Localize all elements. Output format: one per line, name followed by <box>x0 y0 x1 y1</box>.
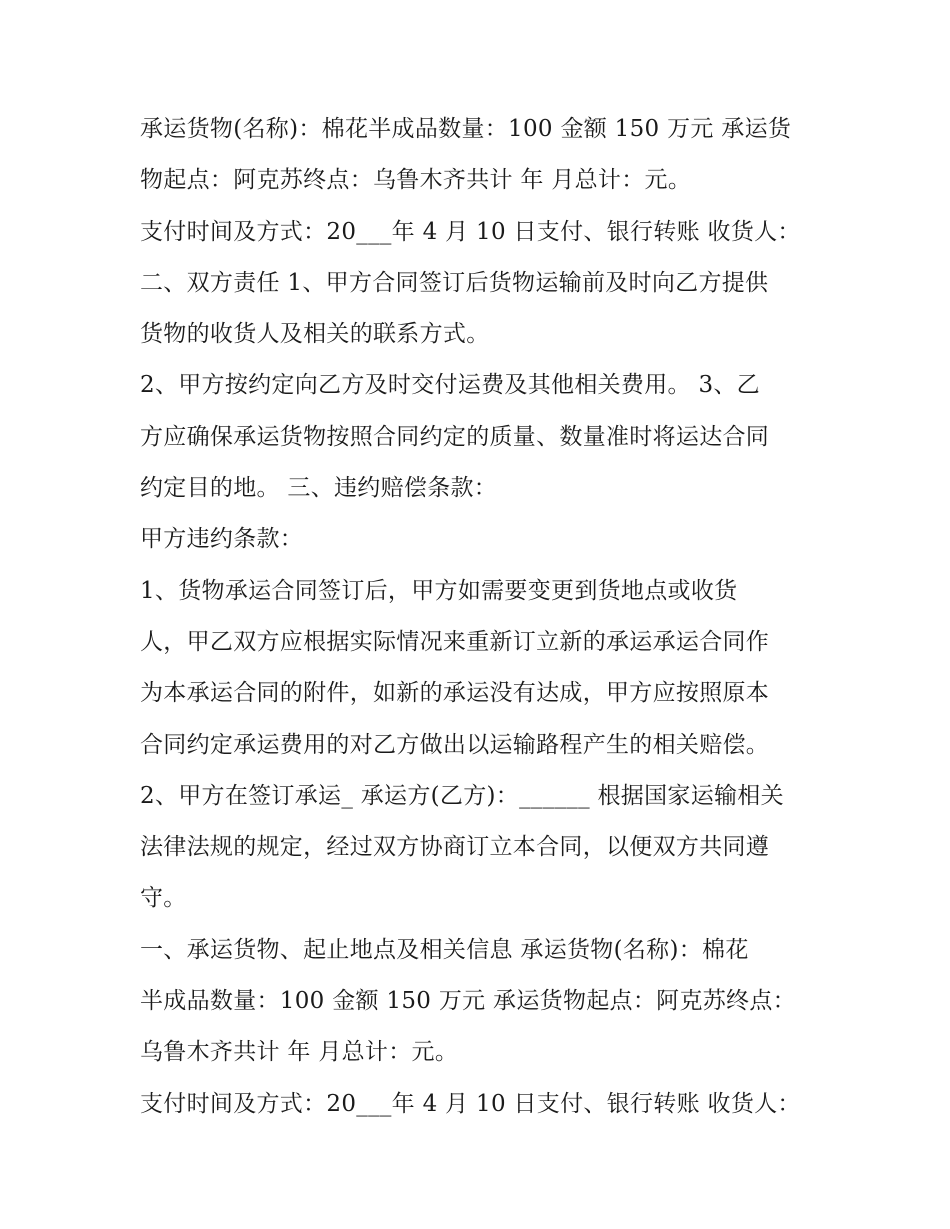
text-line: 甲方违约条款： <box>140 526 304 553</box>
text-line: 支付时间及方式：20___年 4 月 10 日支付、银行转账 收货人： <box>140 1090 801 1117</box>
text-line: 半成品数量：100 金额 150 万元 承运货物起点：阿克苏终点： <box>140 988 796 1015</box>
text-line: 承运货物(名称)：棉花半成品数量：100 金额 150 万元 承运货 <box>140 116 792 142</box>
text-line: 为本承运合同的附件，如新的承运没有达成，甲方应按照原本 <box>140 680 770 707</box>
text-line: 1、货物承运合同签订后，甲方如需要变更到货地点或收货 <box>140 577 738 604</box>
text-line: 支付时间及方式：20___年 4 月 10 日支付、银行转账 收货人： <box>140 218 801 245</box>
text-line: 方应确保承运货物按照合同约定的质量、数量准时将运达合同 <box>140 423 770 450</box>
text-line: 约定目的地。 三、违约赔偿条款： <box>140 475 498 502</box>
document-body <box>140 104 820 1130</box>
text-line: 一、承运货物、起止地点及相关信息 承运货物(名称)：棉花 <box>140 936 749 963</box>
text-line: 守。 <box>140 885 187 912</box>
text-line: 乌鲁木齐共计 年 月总计：元。 <box>140 1039 459 1066</box>
text-line: 二、双方责任 1、甲方合同签订后货物运输前及时向乙方提供 <box>140 269 769 296</box>
text-line: 法律法规的规定，经过双方协商订立本合同，以便双方共同遵 <box>140 834 770 861</box>
text-line: 2、甲方在签订承运_ 承运方(乙方)：______ 根据国家运输相关 <box>140 782 784 809</box>
text-line: 人，甲乙双方应根据实际情况来重新订立新的承运承运合同作 <box>140 628 770 655</box>
text-line: 物起点：阿克苏终点：乌鲁木齐共计 年 月总计：元。 <box>140 167 692 194</box>
text-line: 货物的收货人及相关的联系方式。 <box>140 321 490 348</box>
text-line: 2、甲方按约定向乙方及时交付运费及其他相关费用。 3、乙 <box>140 372 760 399</box>
text-line: 合同约定承运费用的对乙方做出以运输路程产生的相关赔偿。 <box>140 731 770 758</box>
